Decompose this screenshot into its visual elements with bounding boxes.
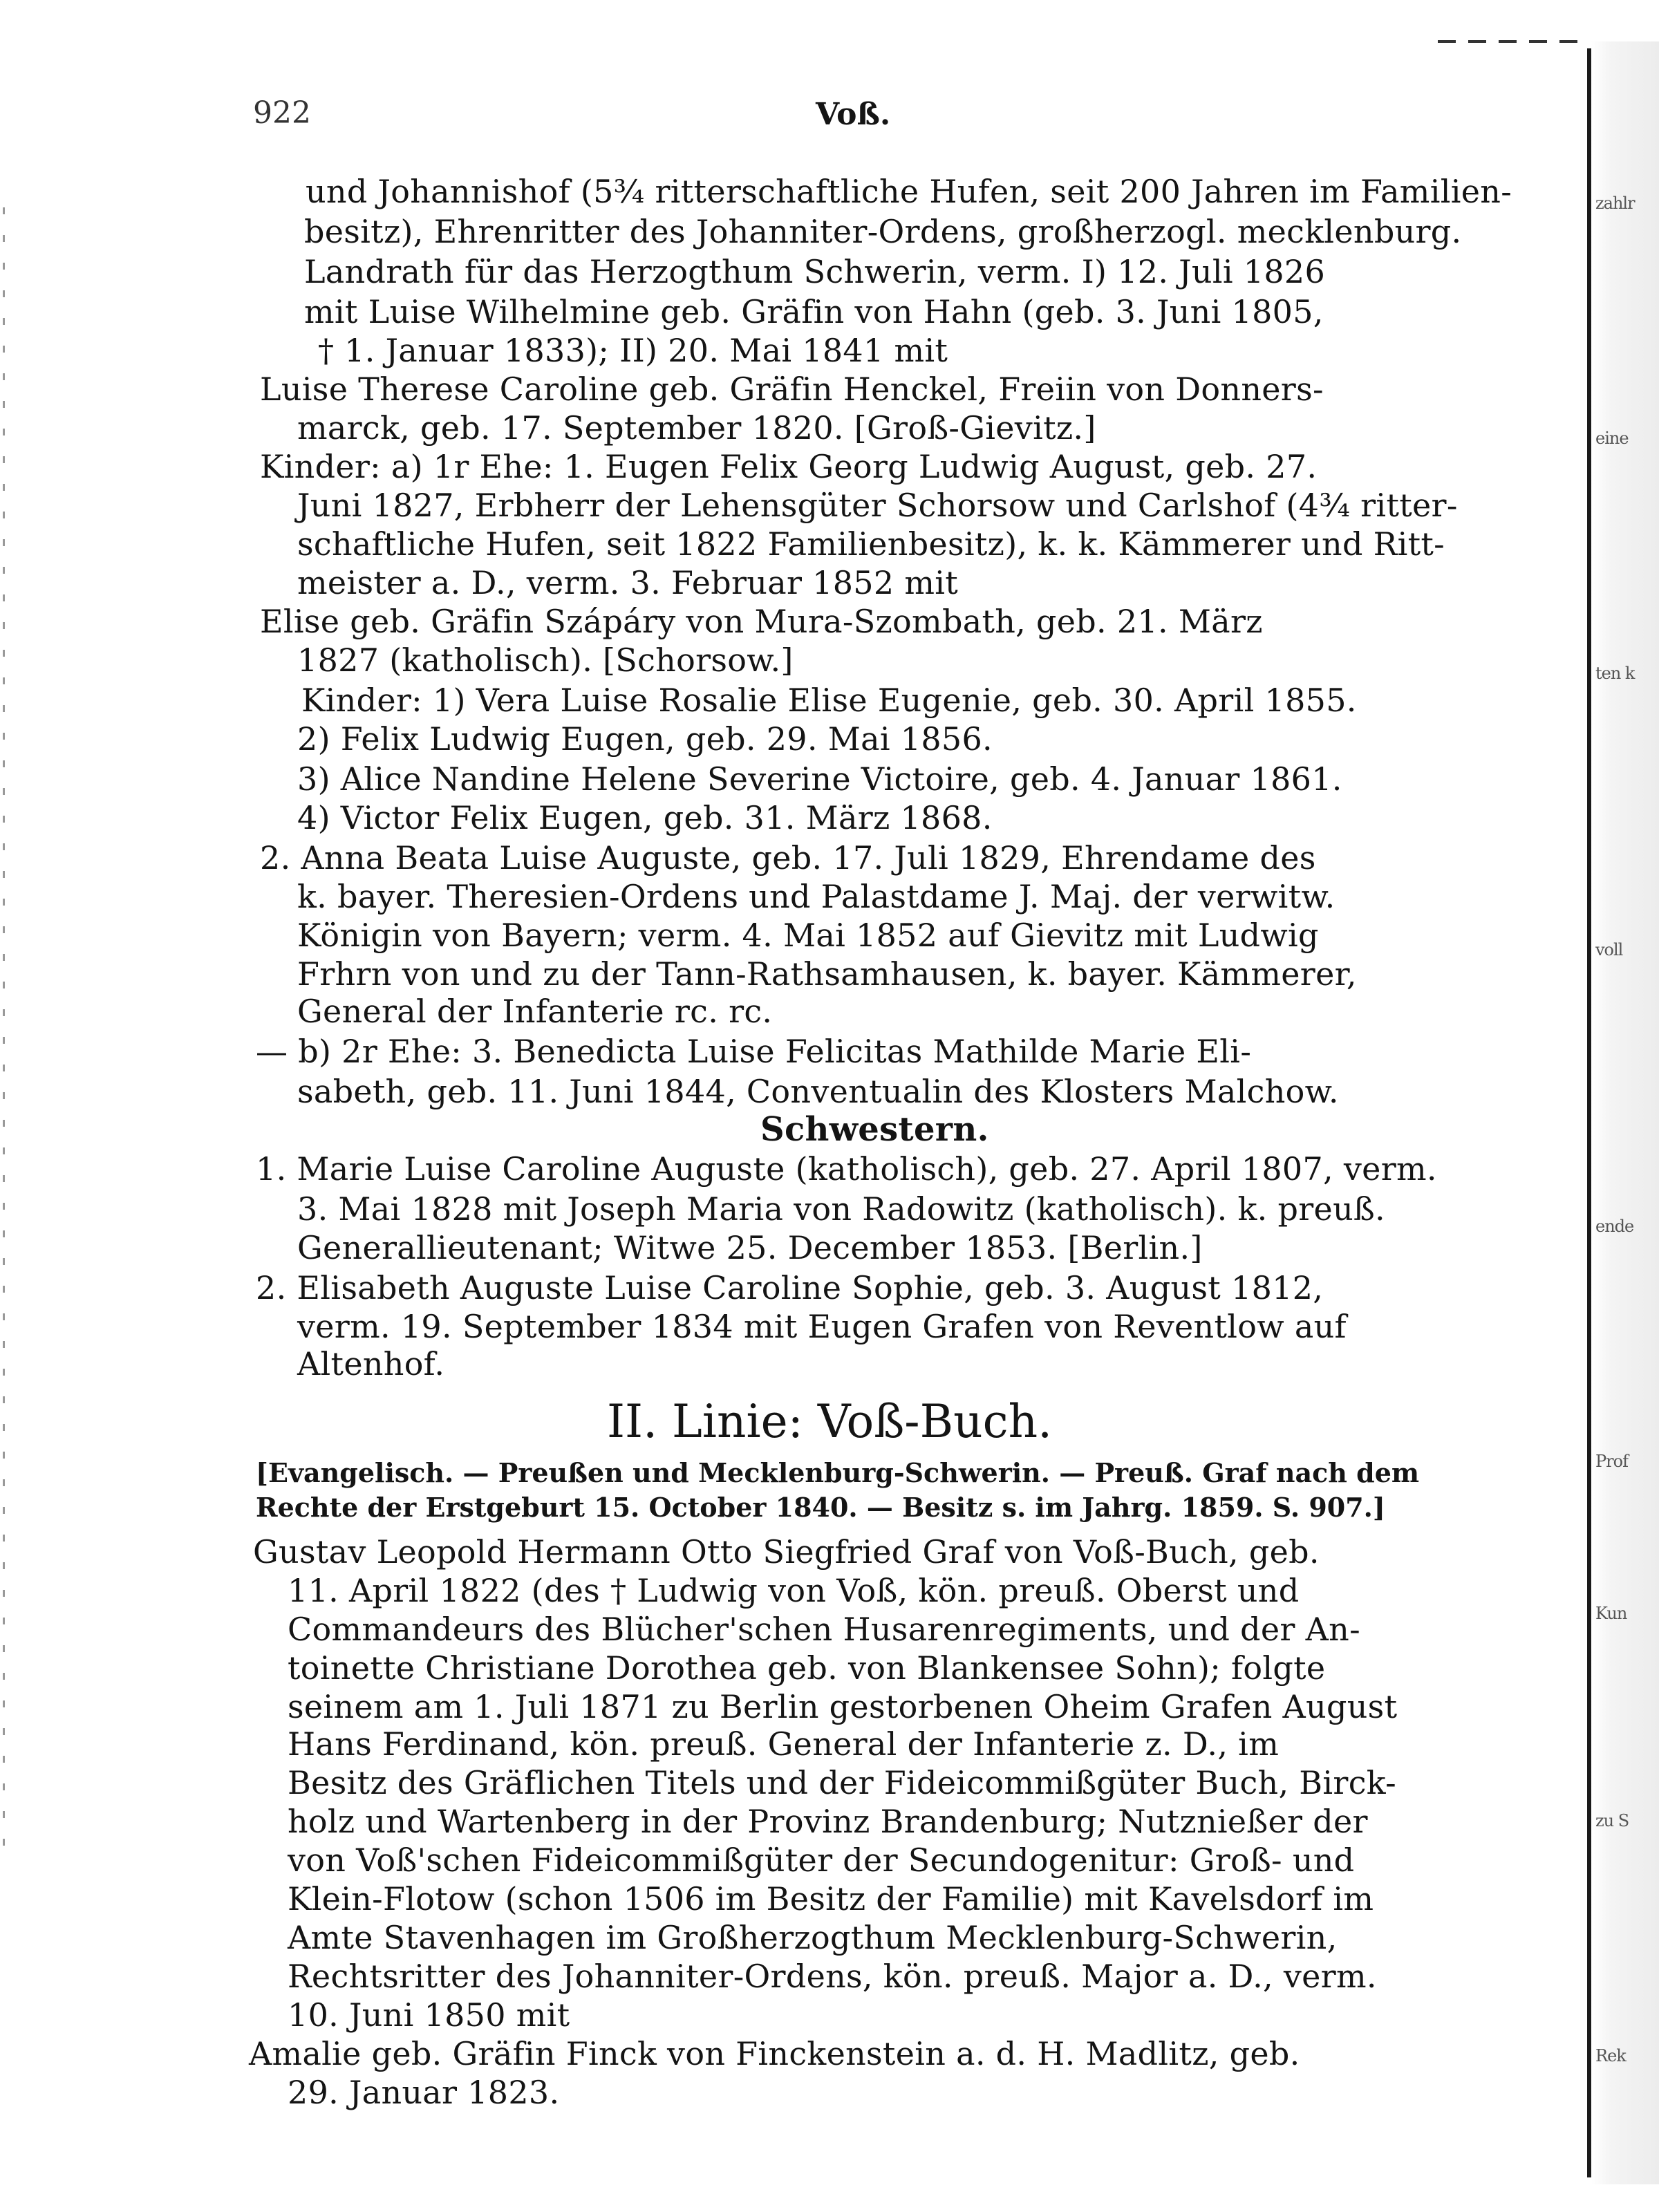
text-line: Luise Therese Caroline geb. Gräfin Henckel, Freiin von Donners- — [260, 371, 1324, 408]
left-page-edge — [3, 207, 5, 1866]
text-line: 1. Marie Luise Caroline Auguste (katholisch), geb. 27. April 1807, verm. — [256, 1150, 1437, 1188]
text-line: und Johannishof (5¾ ritterschaftliche Hufen, seit 200 Jahren im Familien- — [306, 173, 1512, 210]
text-line: von Voß'schen Fideicommißgüter der Secundogenitur: Groß- und — [288, 1841, 1355, 1879]
text-line: Gustav Leopold Hermann Otto Siegfried Graf von Voß-Buch, geb. — [253, 1533, 1320, 1571]
page-number: 922 — [253, 95, 311, 131]
text-line: seinem am 1. Juli 1871 zu Berlin gestorbenen Oheim Grafen August — [288, 1688, 1398, 1725]
bleed-fragment: Kun — [1595, 1604, 1627, 1623]
bleed-fragment: ende — [1595, 1217, 1634, 1236]
bleed-fragment: ten k — [1595, 664, 1635, 683]
text-line: 2. Anna Beata Luise Auguste, geb. 17. Juli 1829, Ehrendame des — [260, 839, 1316, 877]
text-line: Amalie geb. Gräfin Finck von Finckenstein a. d. H. Madlitz, geb. — [249, 2035, 1300, 2072]
text-line: Elise geb. Gräfin Szápáry von Mura-Szombath, geb. 21. März — [260, 603, 1263, 640]
binding-gutter — [1587, 48, 1591, 2177]
text-line: verm. 19. September 1834 mit Eugen Grafen von Reventlow auf — [297, 1308, 1347, 1345]
text-line: Rechtsritter des Johanniter-Ordens, kön. preuß. Major a. D., verm. — [288, 1958, 1377, 1995]
text-line: k. bayer. Theresien-Ordens und Palastdame J. Maj. der verwitw. — [297, 878, 1335, 915]
subheading-schwestern: Schwestern. — [760, 1110, 989, 1149]
bleed-fragment: Prof — [1595, 1452, 1628, 1471]
text-line: Amte Stavenhagen im Großherzogthum Mecklenburg-Schwerin, — [288, 1919, 1338, 1956]
section-note: [Evangelisch. — Preußen und Mecklenburg-Schwerin. — Preuß. Graf nach dem — [256, 1457, 1420, 1488]
section-note: Rechte der Erstgeburt 15. October 1840. — Besitz s. im Jahrg. 1859. S. 907.] — [256, 1492, 1385, 1523]
text-line: Kinder: a) 1r Ehe: 1. Eugen Felix Georg Ludwig August, geb. 27. — [260, 448, 1318, 485]
text-line: besitz), Ehrenritter des Johanniter-Ordens, großherzogl. mecklenburg. — [304, 213, 1462, 250]
text-line: Kinder: 1) Vera Luise Rosalie Elise Eugenie, geb. 30. April 1855. — [301, 682, 1357, 719]
section-title-linie-voss-buch: II. Linie: Voß-Buch. — [606, 1395, 1053, 1448]
text-line: 1827 (katholisch). [Schorsow.] — [297, 641, 794, 679]
text-line: 10. Juni 1850 mit — [288, 1996, 570, 2034]
text-line: schaftliche Hufen, seit 1822 Familienbesitz), k. k. Kämmerer und Ritt- — [297, 525, 1445, 563]
text-line: Besitz des Gräflichen Titels und der Fideicommißgüter Buch, Birck- — [288, 1764, 1396, 1801]
bleed-fragment: eine — [1595, 429, 1629, 448]
text-line: 3) Alice Nandine Helene Severine Victoire, geb. 4. Januar 1861. — [297, 760, 1342, 798]
scan-edge-mark — [1438, 40, 1583, 43]
bleed-fragment: Rek — [1595, 2046, 1626, 2065]
bleed-fragment: zu S — [1595, 1811, 1629, 1830]
text-line: Landrath für das Herzogthum Schwerin, verm. I) 12. Juli 1826 — [304, 253, 1326, 290]
text-line: 4) Victor Felix Eugen, geb. 31. März 1868. — [297, 799, 993, 836]
text-line: mit Luise Wilhelmine geb. Gräfin von Hahn (geb. 3. Juni 1805, — [304, 293, 1324, 330]
bleed-fragment: zahlr — [1595, 194, 1635, 213]
text-line: Commandeurs des Blücher'schen Husarenregiments, und der An- — [288, 1611, 1360, 1648]
text-line: meister a. D., verm. 3. Februar 1852 mit — [297, 564, 959, 601]
text-line: Königin von Bayern; verm. 4. Mai 1852 auf Gievitz mit Ludwig — [297, 917, 1319, 954]
text-line: marck, geb. 17. September 1820. [Groß-Gievitz.] — [297, 409, 1096, 447]
text-line: Altenhof. — [297, 1345, 445, 1382]
text-line: toinette Christiane Dorothea geb. von Blankensee Sohn); folgte — [288, 1649, 1326, 1687]
text-line: 29. Januar 1823. — [288, 2074, 560, 2111]
text-line: — b) 2r Ehe: 3. Benedicta Luise Felicitas Mathilde Marie Eli- — [256, 1033, 1252, 1070]
text-line: sabeth, geb. 11. Juni 1844, Conventualin des Klosters Malchow. — [297, 1073, 1339, 1110]
text-line: 2. Elisabeth Auguste Luise Caroline Sophie, geb. 3. August 1812, — [256, 1269, 1324, 1306]
text-line: Juni 1827, Erbherr der Lehensgüter Schorsow und Carlshof (4¾ ritter- — [297, 487, 1458, 524]
text-line: Klein-Flotow (schon 1506 im Besitz der Familie) mit Kavelsdorf im — [288, 1880, 1374, 1918]
text-line: 3. Mai 1828 mit Joseph Maria von Radowitz (katholisch). k. preuß. — [297, 1190, 1385, 1228]
text-line: General der Infanterie rc. rc. — [297, 993, 773, 1030]
text-line: holz und Wartenberg in der Provinz Brandenburg; Nutznießer der — [288, 1803, 1368, 1840]
text-line: † 1. Januar 1833); II) 20. Mai 1841 mit — [318, 332, 948, 369]
text-line: 11. April 1822 (des † Ludwig von Voß, kön. preuß. Oberst und — [288, 1572, 1300, 1609]
text-line: Frhrn von und zu der Tann-Rathsamhausen, k. bayer. Kämmerer, — [297, 955, 1357, 993]
text-line: Generallieutenant; Witwe 25. December 1853. [Berlin.] — [297, 1229, 1203, 1266]
running-head: Voß. — [816, 97, 891, 132]
text-line: Hans Ferdinand, kön. preuß. General der Infanterie z. D., im — [288, 1725, 1280, 1763]
text-line: 2) Felix Ludwig Eugen, geb. 29. Mai 1856. — [297, 720, 993, 758]
bleed-fragment: voll — [1595, 940, 1623, 959]
adjacent-page-bleed — [1591, 41, 1659, 2184]
